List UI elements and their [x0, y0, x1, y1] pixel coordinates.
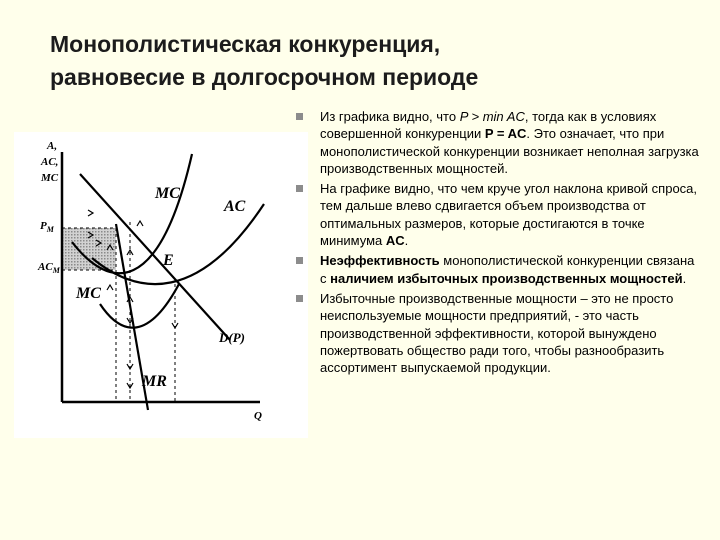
mc-upper-label: MC: [155, 185, 180, 202]
bullet-1-part-4: P = AC: [484, 126, 527, 142]
y-axis-label-3: MC: [41, 172, 59, 184]
square-bullet-icon: [296, 113, 303, 120]
bullet-item-4: [294, 290, 704, 376]
bullet-2-part-3: .: [404, 233, 409, 249]
e-label: E: [163, 252, 174, 269]
bullet-item-2: [294, 180, 704, 249]
ac-label: AC: [224, 198, 246, 215]
bullet-3-part-3: наличием избыточных производственных мощностей: [330, 270, 683, 286]
bullet-3-part-1: Неэффективность: [320, 253, 440, 269]
bullet-4-part-1: Избыточные производственные мощности – это не просто неиспользуемые мощности предприятий, - это часть производственной эффективности, которой вынуждено пожертвовать общество ради того, чтобы разнообразить ассортимент выпускаемой продукции.: [320, 290, 674, 376]
bullet-list: [294, 108, 704, 379]
mc-lower-label: MC: [76, 285, 101, 302]
slide-title: [50, 28, 670, 94]
bullet-item-3: [294, 252, 704, 287]
graph-svg: [14, 132, 308, 438]
bullet-1-part-3: , тогда как в условиях совершенной конкуренции: [320, 109, 657, 142]
bullet-item-1: [294, 108, 704, 177]
bullet-1-part-1: Из графика видно, что: [320, 109, 460, 124]
title-line-1: Монополистическая конкуренция,: [50, 31, 441, 57]
bullet-1-part-2: P > min AC: [459, 109, 525, 124]
bullet-3-part-2: монополистической конкуренции связана с: [320, 253, 695, 286]
acm-label: $AC_M$: [38, 261, 60, 275]
dp-label: D(P): [219, 330, 245, 345]
mc-curve-lower: [100, 284, 179, 328]
equilibrium-graph: [14, 132, 308, 438]
y-axis-label-1: A,: [47, 140, 58, 152]
square-bullet-icon: [296, 257, 303, 264]
bullet-2-part-2: AC: [385, 233, 405, 249]
square-bullet-icon: [296, 295, 303, 302]
q-label: Q: [254, 410, 262, 422]
y-axis-label-2: AC,: [41, 156, 59, 168]
bullet-1-part-5: . Это означает, что при монополистической конкуренции возникает неполная загрузка производственных мощностей.: [320, 126, 699, 176]
pm-label: $P_M$: [40, 220, 54, 234]
bullet-3-part-4: .: [682, 270, 687, 286]
title-line-2: равновесие в долгосрочном периоде: [50, 64, 479, 90]
bullet-2-part-1: На графике видно, что чем круче угол наклона кривой спроса, тем дальше влево сдвигается объем производства от оптимальных размеров, которые достигаются в точке минимума: [320, 181, 698, 249]
mr-label: MR: [142, 373, 167, 390]
square-bullet-icon: [296, 185, 303, 192]
